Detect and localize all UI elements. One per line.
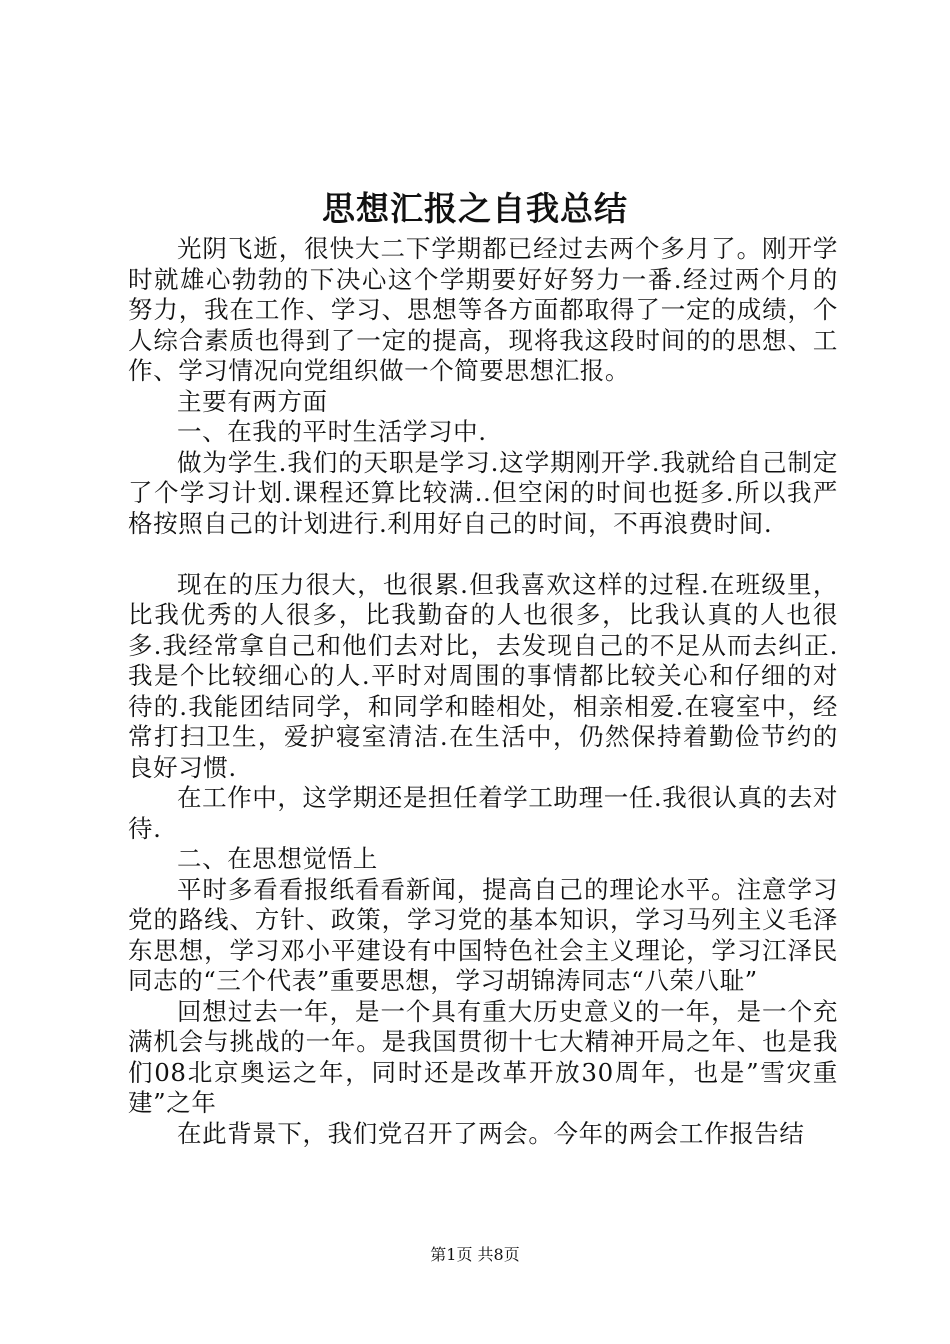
paragraph-study-plan: 做为学生.我们的天职是学习.这学期刚开学.我就给自己制定了个学习计划.课程还算比较满..但空闲的时间也挺多.所以我严格按照自己的计划进行.利用好自己的时间，不再浪费时间. bbox=[128, 447, 838, 538]
paragraph-pressure: 现在的压力很大，也很累.但我喜欢这样的过程.在班级里，比我优秀的人很多，比我勤奋的人也很多，比我认真的人也很多.我经常拿自己和他们去对比，去发现自己的不足从而去纠正.我是个比较细心的人.平时对周围的事情都比较关心和仔细的对待的.我能团结同学，和同学和睦相处，相亲相爱.在寝室中，经常打扫卫生，爱护寝室清洁.在生活中，仍然保持着勤俭节约的良好习惯. bbox=[128, 569, 838, 782]
paragraph-two-sessions: 在此背景下，我们党召开了两会。今年的两会工作报告结 bbox=[177, 1118, 805, 1148]
section-heading-ideology: 二、在思想觉悟上 bbox=[177, 844, 378, 873]
document-title: 思想汇报之自我总结 bbox=[322, 189, 628, 228]
section-heading-life-study: 一、在我的平时生活学习中. bbox=[177, 417, 487, 446]
page-footer: 第1页 共8页 bbox=[430, 1245, 520, 1264]
paragraph-theory-study: 平时多看看报纸看看新闻，提高自己的理论水平。注意学习党的路线、方针、政策，学习党的基本知识，学习马列主义毛泽东思想，学习邓小平建设有中国特色社会主义理论，学习江泽民同志的“三个代表”重要思想，学习胡锦涛同志“八荣八耻” bbox=[128, 874, 838, 995]
paragraph-intro: 光阴飞逝，很快大二下学期都已经过去两个多月了。刚开学时就雄心勃勃的下决心这个学期要好好努力一番.经过两个月的努力，我在工作、学习、思想等各方面都取得了一定的成绩，个人综合素质也得到了一定的提高，现将我这段时间的的思想、工作、学习情况向党组织做一个简要思想汇报。 bbox=[128, 234, 838, 385]
paragraph-work: 在工作中，这学期还是担任着学工助理一任.我很认真的去对待. bbox=[128, 783, 838, 843]
document-body bbox=[128, 234, 838, 1149]
paragraph-past-year: 回想过去一年，是一个具有重大历史意义的一年，是一个充满机会与挑战的一年。是我国贯彻十七大精神开局之年、也是我们08北京奥运之年，同时还是改革开放30周年，也是”雪灾重建”之年 bbox=[128, 996, 838, 1117]
paragraph-two-aspects: 主要有两方面 bbox=[177, 386, 328, 416]
